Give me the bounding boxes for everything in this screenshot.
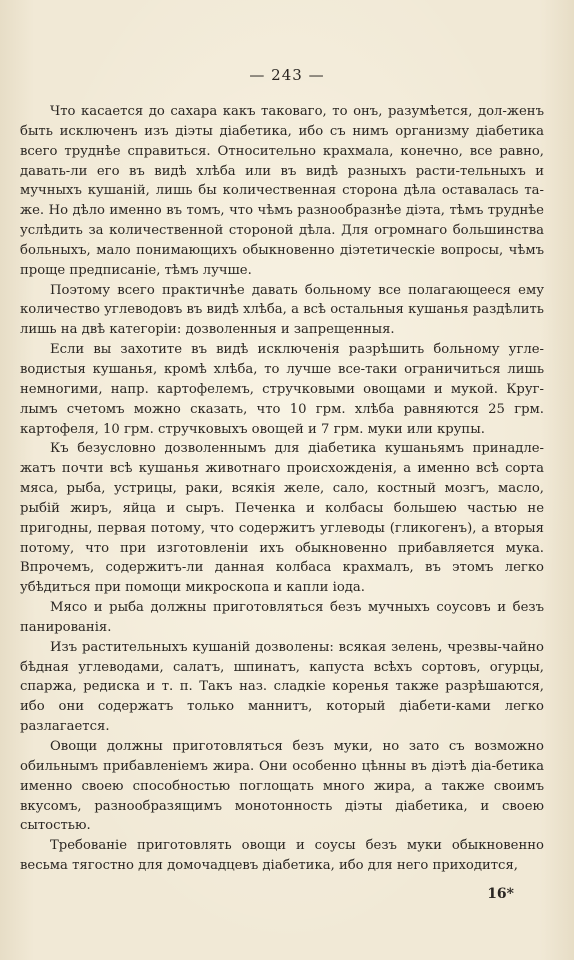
- paragraph: Къ безусловно дозволеннымъ для діабетика кушаньямъ принадле-жатъ почти всѣ кушанья животнаго происхожденія, а именно всѣ сорта мяса, рыба, устрицы, раки, всякія желе, сало, костный мозгъ, масло, рыбій жиръ, яйца и сыръ. Печенка и колбасы большею частью не пригодны, первая потому, что содержитъ углеводы (гликогенъ), а вторыя потому, что при изготовленіи ихъ обыкновенно прибавляется мука. Впрочемъ, содержитъ-ли данная колбаса крахмалъ, въ этомъ легко убѣдиться при помощи микроскопа и капли іода.: [20, 441, 544, 596]
- page-number: — 243 —: [249, 66, 325, 84]
- paragraph: Требованіе приготовлять овощи и соусы безъ муки обыкновенно весьма тягостно для домочадцевъ діабетика, ибо для него приходится,: [20, 838, 544, 874]
- paragraph: Что касается до сахара какъ таковаго, то онъ, разумѣется, дол-женъ быть исключенъ изъ діэты діабетика, ибо съ нимъ организму діабетика всего труднѣе справиться. Относительно крахмала, конечно, все равно, давать-ли его въ видѣ хлѣба или въ видѣ разныхъ расти-тельныхъ и мучныхъ кушаній, лишь бы количественная сторона дѣла оставалась та-же. Но дѣло именно въ томъ, что чѣмъ разнообразнѣе діэта, тѣмъ труднѣе услѣдить за количественной стороной дѣла. Для огромнаго большинства больныхъ, мало понимающихъ обыкновенно діэтетическіе вопросы, чѣмъ проще предписаніе, тѣмъ лучше.: [20, 104, 544, 278]
- paragraph: Овощи должны приготовляться безъ муки, но зато съ возможно обильнымъ прибавленіемъ жира. Они особенно цѣнны въ діэтѣ діа-бетика именно своею способностью поглощать много жира, а также своимъ вкусомъ, разнообразящимъ монотонность діэты діабетика, и своею сытостью.: [20, 739, 544, 834]
- paragraph: Если вы захотите въ видѣ исключенія разрѣшить больному угле-водистыя кушанья, кромѣ хлѣба, то лучше все-таки ограничиться лишь немногими, напр. картофелемъ, стручковыми овощами и мукой. Круг-лымъ счетомъ можно сказать, что 10 грм. хлѣба равняются 25 грм. картофеля, 10 грм. стручковыхъ овощей и 7 грм. муки или крупы.: [20, 342, 544, 437]
- paragraph: Изъ растительныхъ кушаній дозволены: всякая зелень, чрезвы-чайно бѣдная углеводами, салатъ, шпинатъ, капуста всѣхъ сортовъ, огурцы, спаржа, редиска и т. п. Такъ наз. сладкіе коренья также разрѣшаются, ибо они содержатъ только маннитъ, который діабети-ками легко разлагается.: [20, 639, 544, 735]
- paragraph: Мясо и рыба должны приготовляться безъ мучныхъ соусовъ и безъ панированія.: [20, 600, 544, 635]
- paragraph: Поэтому всего практичнѣе давать больному все полагающееся ему количество углеводовъ въ видѣ хлѣба, а всѣ остальныя кушанья раздѣлить лишь на двѣ категоріи: дозволенныя и запрещенныя.: [20, 282, 544, 338]
- printer-signature-mark: 16*: [487, 886, 514, 902]
- page-body-text: [20, 102, 544, 876]
